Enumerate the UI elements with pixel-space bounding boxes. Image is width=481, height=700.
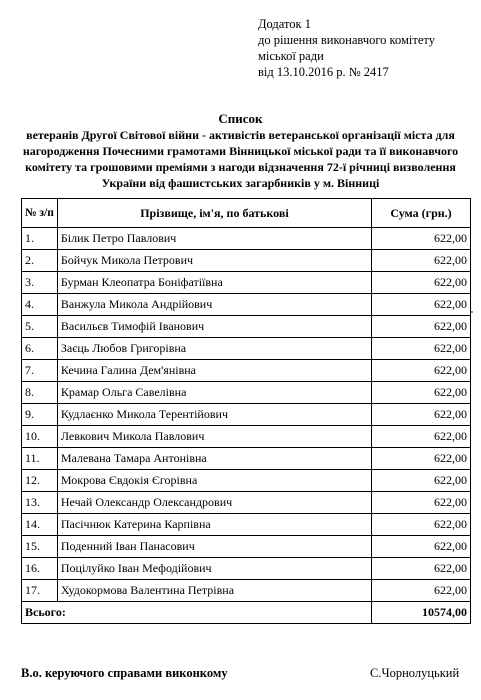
row-name: Мокрова Євдокія Єгорівна xyxy=(57,470,371,492)
table-row xyxy=(22,536,471,558)
table-row xyxy=(22,492,471,514)
document-title: Список xyxy=(218,111,263,126)
row-sum: 622,00 xyxy=(372,580,471,602)
row-sum: 622,00 xyxy=(372,228,471,250)
row-sum: 622,00 xyxy=(372,272,471,294)
row-number: 8. xyxy=(22,382,58,404)
row-number: 9. xyxy=(22,404,58,426)
row-number: 5. xyxy=(22,316,58,338)
table-row xyxy=(22,470,471,492)
veterans-table xyxy=(21,198,471,624)
row-number: 10. xyxy=(22,426,58,448)
signer-position: В.о. керуючого справами виконкому xyxy=(21,666,228,680)
annex-line: Додаток 1 xyxy=(258,17,311,31)
total-label: Всього: xyxy=(22,602,372,624)
heading-line: України від фашистських загарбників у м. Вінниці xyxy=(101,176,380,190)
annex-line: від 13.10.2016 р. № 2417 xyxy=(258,65,389,79)
row-sum: 622,00 xyxy=(372,536,471,558)
table-row xyxy=(22,316,471,338)
heading-line: нагородження Почесними грамотами Вінницької міської ради та її виконавчого xyxy=(22,144,459,158)
row-name: Поденний Іван Панасович xyxy=(57,536,371,558)
table-header-row xyxy=(22,199,471,228)
table-row xyxy=(22,228,471,250)
row-sum: 622,00 xyxy=(372,404,471,426)
row-sum: 622,00 xyxy=(372,492,471,514)
row-name: Заєць Любов Григорівна xyxy=(57,338,371,360)
row-number: 13. xyxy=(22,492,58,514)
row-number: 14. xyxy=(22,514,58,536)
row-name: Нечай Олександр Олександрович xyxy=(57,492,371,514)
row-name: Бойчук Микола Петрович xyxy=(57,250,371,272)
row-sum: 622,00 xyxy=(372,250,471,272)
table-row xyxy=(22,338,471,360)
row-name: Білик Петро Павлович xyxy=(57,228,371,250)
row-name: Васильєв Тимофій Іванович xyxy=(57,316,371,338)
heading-line: ветеранів Другої Світової війни - активістів ветеранської організації міста для xyxy=(26,128,455,142)
table-row xyxy=(22,272,471,294)
annex-block xyxy=(258,16,435,80)
table-row xyxy=(22,294,471,316)
document-heading xyxy=(0,111,481,191)
header-number: № з/п xyxy=(22,199,58,228)
row-name: Малевана Тамара Антонівна xyxy=(57,448,371,470)
table-row xyxy=(22,426,471,448)
row-sum: 622,00 xyxy=(372,558,471,580)
row-sum: 622,00 xyxy=(372,294,471,316)
row-number: 3. xyxy=(22,272,58,294)
row-number: 7. xyxy=(22,360,58,382)
row-name: Крамар Ольга Савелівна xyxy=(57,382,371,404)
header-sum: Сума (грн.) xyxy=(372,199,471,228)
row-number: 16. xyxy=(22,558,58,580)
table-row xyxy=(22,514,471,536)
row-name: Поцілуйко Іван Мефодійович xyxy=(57,558,371,580)
row-name: Пасічнюк Катерина Карпівна xyxy=(57,514,371,536)
row-sum: 622,00 xyxy=(372,470,471,492)
scan-speck xyxy=(471,311,473,313)
table-row xyxy=(22,558,471,580)
row-name: Худокормова Валентина Петрівна xyxy=(57,580,371,602)
table-row xyxy=(22,382,471,404)
row-number: 17. xyxy=(22,580,58,602)
total-value: 10574,00 xyxy=(372,602,471,624)
row-name: Кечина Галина Дем'янівна xyxy=(57,360,371,382)
annex-line: до рішення виконавчого комітету xyxy=(258,33,435,47)
row-number: 12. xyxy=(22,470,58,492)
row-sum: 622,00 xyxy=(372,382,471,404)
row-name: Левкович Микола Павлович xyxy=(57,426,371,448)
signer-name: С.Чорнолуцький xyxy=(370,666,460,680)
heading-line: комітету та грошовими преміями з нагоди відзначення 72-ї річниці визволення xyxy=(25,160,456,174)
table-row xyxy=(22,250,471,272)
row-number: 2. xyxy=(22,250,58,272)
row-number: 1. xyxy=(22,228,58,250)
header-name: Прізвище, ім'я, по батькові xyxy=(57,199,371,228)
table-body xyxy=(22,228,471,602)
row-name: Ванжула Микола Андрійович xyxy=(57,294,371,316)
row-number: 4. xyxy=(22,294,58,316)
row-number: 6. xyxy=(22,338,58,360)
table-row xyxy=(22,360,471,382)
row-sum: 622,00 xyxy=(372,360,471,382)
row-number: 11. xyxy=(22,448,58,470)
annex-line: міської ради xyxy=(258,49,324,63)
row-name: Кудлаєнко Микола Терентійович xyxy=(57,404,371,426)
table-row xyxy=(22,404,471,426)
row-name: Бурман Клеопатра Боніфатіївна xyxy=(57,272,371,294)
row-sum: 622,00 xyxy=(372,448,471,470)
total-row xyxy=(22,602,471,624)
row-sum: 622,00 xyxy=(372,514,471,536)
row-sum: 622,00 xyxy=(372,316,471,338)
row-sum: 622,00 xyxy=(372,426,471,448)
row-sum: 622,00 xyxy=(372,338,471,360)
table-row xyxy=(22,448,471,470)
row-number: 15. xyxy=(22,536,58,558)
table-row xyxy=(22,580,471,602)
